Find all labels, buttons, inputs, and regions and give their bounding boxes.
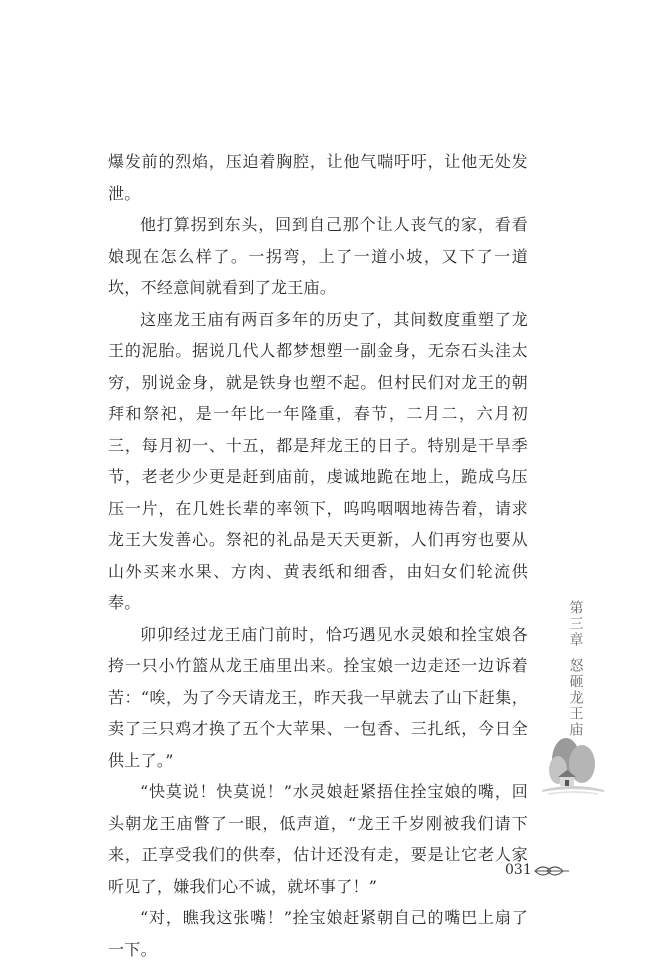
paragraph-6: “对，瞧我这张嘴！”拴宝娘赶紧朝自己的嘴巴上扇了一下。 xyxy=(108,908,528,959)
chapter-number-label: 第三章 xyxy=(567,600,584,648)
body-text xyxy=(108,146,528,965)
chapter-tab xyxy=(555,600,595,738)
leaf-ornament-icon xyxy=(533,862,571,880)
paragraph-4: 卯卯经过龙王庙门前时，恰巧遇见水灵娘和拴宝娘各挎一只小竹篮从龙王庙里出来。拴宝娘一边走还一边诉着苦：“唉，为了今天请龙王，昨天我一早就去了山下赶集，卖了三只鸡才换了五个大苹果、一包香、三扎纸，今日全供上了。” xyxy=(108,624,528,770)
paragraph-2: 他打算拐到东头，回到自己那个让人丧气的家，看看娘现在怎么样了。一拐弯，上了一道小坡，又下了一道坎，不经意间就看到了龙王庙。 xyxy=(108,215,528,297)
chapter-illustration-icon xyxy=(538,730,608,800)
paragraph-3: 这座龙王庙有两百多年的历史了，其间数度重塑了龙王的泥胎。据说几代人都梦想塑一副金身，无奈石头洼太穷，别说金身，就是铁身也塑不起。但村民们对龙王的朝拜和祭祀，是一年比一年隆重，春节，二月二，六月初三，每月初一、十五，都是拜龙王的日子。特别是干旱季节，老老少少更是赶到庙前，虔诚地跪在地上，跪成乌压压一片，在几姓长辈的率领下，呜呜咽咽地祷告着，请求龙王大发善心。祭祀的礼品是天天更新，人们再穷也要从山外买来水果、方肉、黄表纸和细香，由妇女们轮流供奉。 xyxy=(108,309,528,612)
paragraph-1: 爆发前的烈焰，压迫着胸腔，让他气喘吁吁，让他无处发泄。 xyxy=(108,152,528,203)
page-number: 031 xyxy=(505,862,532,878)
paragraph-5: “快莫说！快莫说！”水灵娘赶紧捂住拴宝娘的嘴，回头朝龙王庙瞥了一眼，低声道，“龙王千岁刚被我们请下来，正享受我们的供奉，估计还没有走，要是让它老人家听见了，嫌我们心不诚，就坏事了！” xyxy=(108,782,528,896)
chapter-title: 怒砸龙王庙 xyxy=(567,658,584,738)
